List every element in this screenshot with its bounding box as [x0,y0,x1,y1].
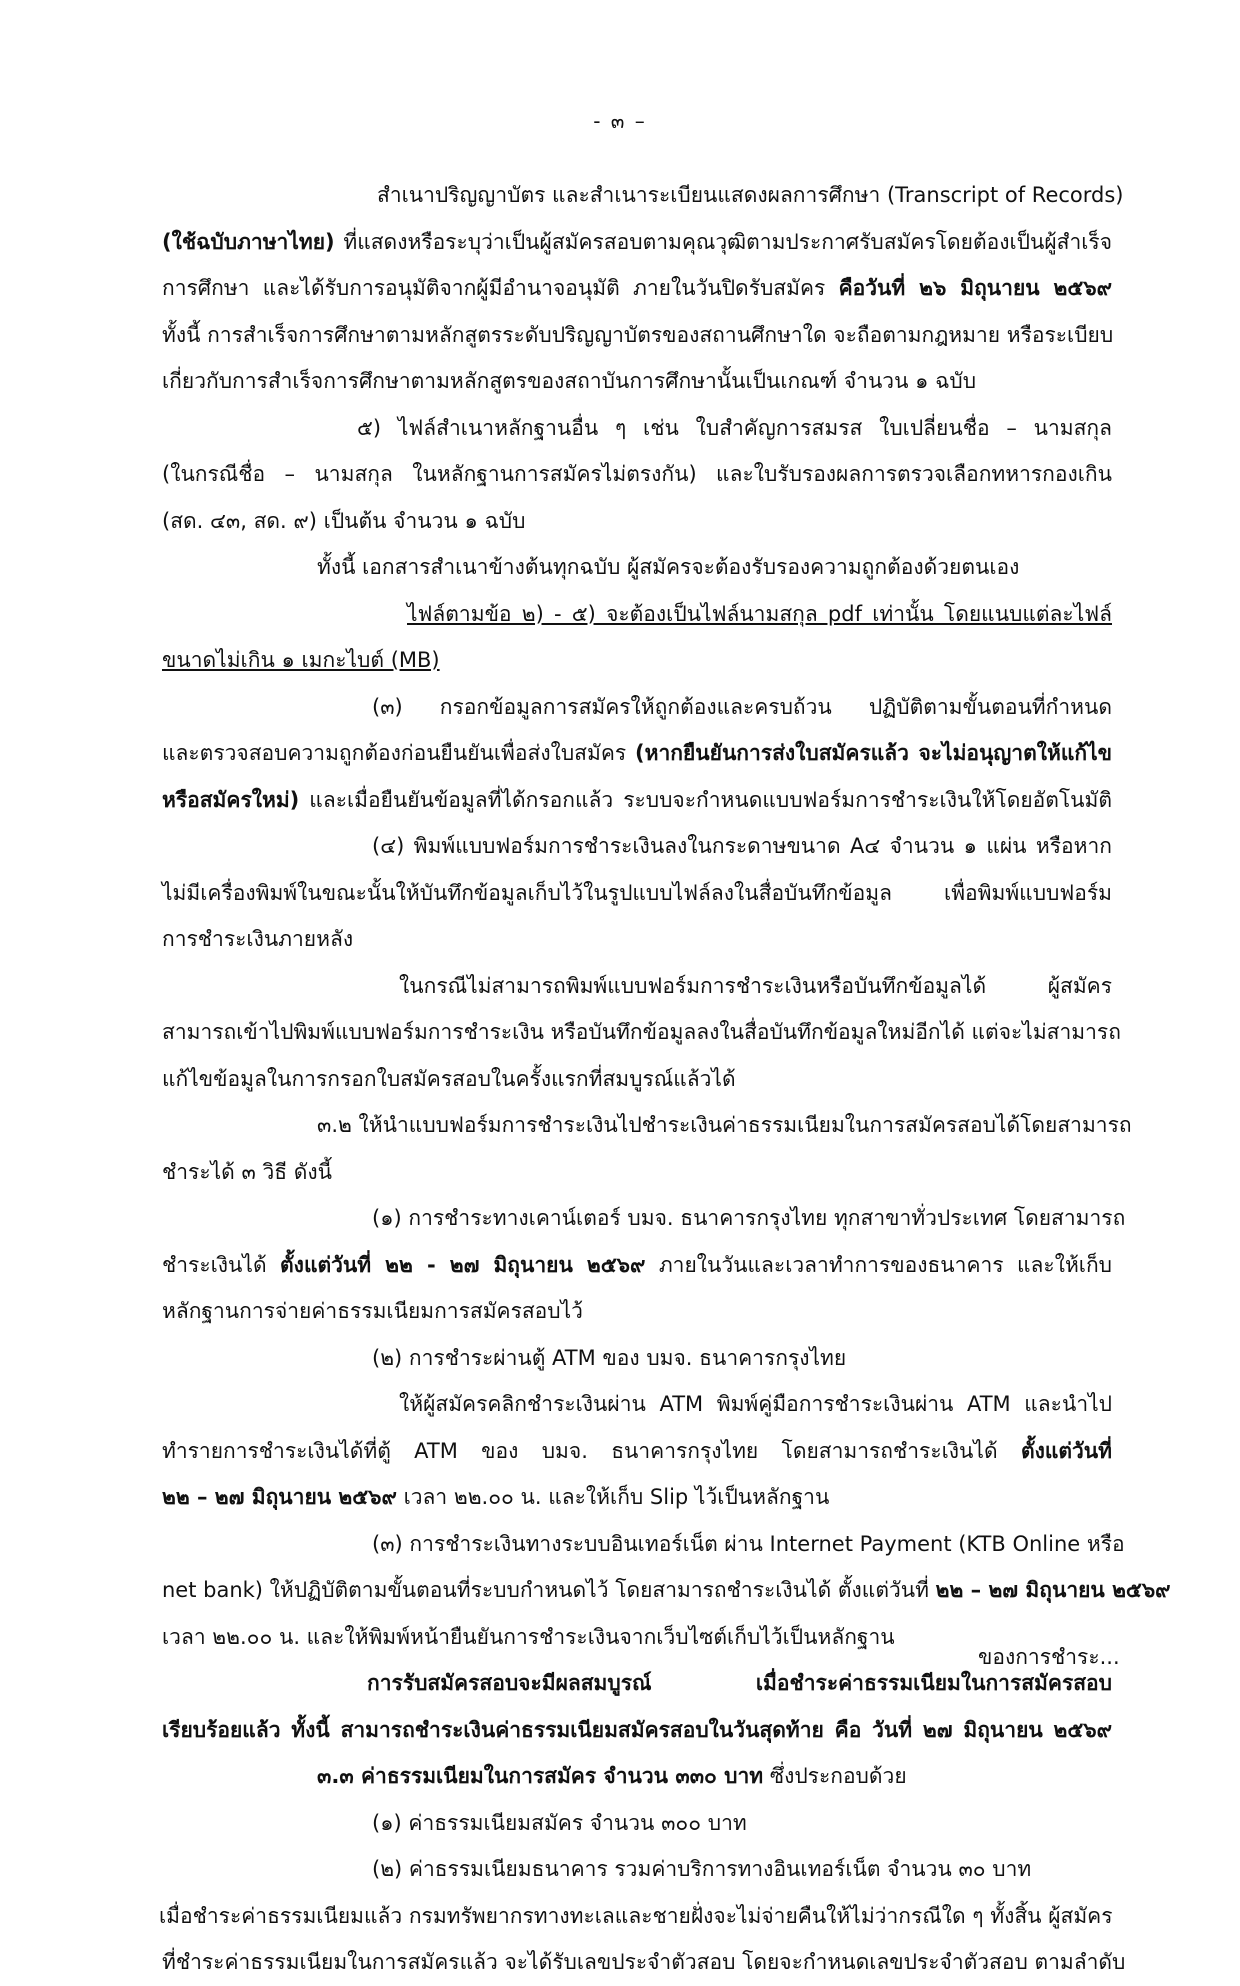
text-line: หลักฐานการจ่ายค่าธรรมเนียมการสมัครสอบไว้ [162,1299,583,1323]
text-line: (๑) การชำระทางเคาน์เตอร์ บมจ. ธนาคารกรุงไทย ทุกสาขาทั่วประเทศ โดยสามารถ [372,1206,1126,1230]
next-page-hint: ของการชำระ... [978,1645,1120,1669]
text-line: เกี่ยวกับการสำเร็จการศึกษาตามหลักสูตรของสถาบันการศึกษานั้นเป็นเกณฑ์ จำนวน ๑ ฉบับ [162,369,977,393]
text-line: ทั้งนี้ เอกสารสำเนาข้างต้นทุกฉบับ ผู้สมัครจะต้องรับรองความถูกต้องด้วยตนเอง [317,555,1020,579]
text-line: ให้ผู้สมัครคลิกชำระเงินผ่าน ATM พิมพ์คู่มือการชำระเงินผ่าน ATM และนำไป [399,1392,1112,1416]
text-line: เมื่อชำระค่าธรรมเนียมแล้ว กรมทรัพยากรทางทะเลและชายฝั่งจะไม่จ่ายคืนให้ไม่ว่ากรณีใด ๆ ทั้งสิ้น ผู้สมัคร [159,1903,1113,1928]
text-line: (๔) พิมพ์แบบฟอร์มการชำระเงินลงในกระดาษขนาด A๔ จำนวน ๑ แผ่น หรือหาก [372,834,1112,858]
text-line: การศึกษา และได้รับการอนุมัติจากผู้มีอำนาจอนุมัติ ภายในวันปิดรับสมัคร คือวันที่ ๒๖ มิถุนายน ๒๕๖๙ [162,276,1112,300]
section-heading: ๓.๓ ค่าธรรมเนียมในการสมัคร จำนวน ๓๓๐ บาท ซึ่งประกอบด้วย [317,1764,907,1788]
text-line: (๓) กรอกข้อมูลการสมัครให้ถูกต้องและครบถ้วน ปฏิบัติตามขั้นตอนที่กำหนด [372,694,1112,719]
text-line: (๒) การชำระผ่านตู้ ATM ของ บมจ. ธนาคารกรุงไทย [372,1345,847,1370]
text-line: และตรวจสอบความถูกต้องก่อนยืนยันเพื่อส่งใบสมัคร (หากยืนยันการส่งใบสมัครแล้ว จะไม่อนุญาตให้แก้ไข [162,741,1112,765]
text-line: แก้ไขข้อมูลในการกรอกใบสมัครสอบในครั้งแรกที่สมบูรณ์แล้วได้ [162,1066,736,1091]
list-item: (๑) ค่าธรรมเนียมสมัคร จำนวน ๓๐๐ บาท [372,1810,747,1835]
page-number: - ๓ – [593,109,647,133]
text-line: ๕) ไฟล์สำเนาหลักฐานอื่น ๆ เช่น ใบสำคัญการสมรส ใบเปลี่ยนชื่อ – นามสกุล [357,415,1112,440]
text-line: เวลา ๒๒.๐๐ น. และให้พิมพ์หน้ายืนยันการชำระเงินจากเว็บไซต์เก็บไว้เป็นหลักฐาน [162,1624,895,1649]
text-line: ที่ชำระค่าธรรมเนียมในการสมัครแล้ว จะได้รับเลขประจำตัวสอบ โดยจะกำหนดเลขประจำตัวสอบ ตามลำดับ [162,1950,1126,1974]
text-line: (ในกรณีชื่อ – นามสกุล ในหลักฐานการสมัครไม่ตรงกัน) และใบรับรองผลการตรวจเลือกทหารกองเกิน [162,462,1112,486]
text-line: ไม่มีเครื่องพิมพ์ในขณะนั้นให้บันทึกข้อมูลเก็บไว้ในรูปแบบไฟล์ลงในสื่อบันทึกข้อมูล เพื่อพิมพ์แบบฟอร์ม [162,880,1112,905]
text-line: ชำระเงินได้ ตั้งแต่วันที่ ๒๒ - ๒๗ มิถุนายน ๒๕๖๙ ภายในวันและเวลาทำการของธนาคาร และให้เก็บ [162,1252,1113,1277]
text-line: (ใช้ฉบับภาษาไทย) ที่แสดงหรือระบุว่าเป็นผู้สมัครสอบตามคุณวุฒิตามประกาศรับสมัครโดยต้องเป็นผู้สำเร็จ [162,229,1112,254]
text-line: (๓) การชำระเงินทางระบบอินเทอร์เน็ต ผ่าน Internet Payment (KTB Online หรือ [372,1531,1125,1556]
text-line: เรียบร้อยแล้ว ทั้งนี้ สามารถชำระเงินค่าธรรมเนียมสมัครสอบในวันสุดท้าย คือ วันที่ ๒๗ มิถุนายน ๒๕๖๙ [162,1717,1112,1742]
list-item: (๒) ค่าธรรมเนียมธนาคาร รวมค่าบริการทางอินเทอร์เน็ต จำนวน ๓๐ บาท [372,1857,1032,1881]
text-line: ชำระได้ ๓ วิธี ดังนี้ [162,1159,333,1184]
text-line: ในกรณีไม่สามารถพิมพ์แบบฟอร์มการชำระเงินหรือบันทึกข้อมูลได้ ผู้สมัคร [399,973,1112,998]
text-line: net bank) ให้ปฏิบัติตามขั้นตอนที่ระบบกำหนดไว้ โดยสามารถชำระเงินได้ ตั้งแต่วันที่ ๒๒ – ๒๗ มิถุนายน ๒๕๖๙ [162,1578,1171,1602]
section-heading: ๓.๒ ให้นำแบบฟอร์มการชำระเงินไปชำระเงินค่าธรรมเนียมในการสมัครสอบได้โดยสามารถ [317,1113,1132,1137]
text-line: สำเนาปริญญาบัตร และสำเนาระเบียนแสดงผลการศึกษา (Transcript of Records) [377,183,1124,207]
text-line: ทั้งนี้ การสำเร็จการศึกษาตามหลักสูตรระดับปริญญาบัตรของสถานศึกษาใด จะถือตามกฎหมาย หรือระเบียบ [162,322,1114,347]
text-line: ทำรายการชำระเงินได้ที่ตู้ ATM ของ บมจ. ธนาคารกรุงไทย โดยสามารถชำระเงินได้ ตั้งแต่วันที่ [162,1438,1112,1463]
text-line: ไฟล์ตามข้อ ๒) - ๕) จะต้องเป็นไฟล์นามสกุล pdf เท่านั้น โดยแนบแต่ละไฟล์ [407,601,1112,626]
text-line: ๒๒ – ๒๗ มิถุนายน ๒๕๖๙ เวลา ๒๒.๐๐ น. และให้เก็บ Slip ไว้เป็นหลักฐาน [162,1485,830,1509]
text-line: (สด. ๔๓, สด. ๙) เป็นต้น จำนวน ๑ ฉบับ [162,508,526,533]
text-line: การชำระเงินภายหลัง [162,927,354,951]
text-line: การรับสมัครสอบจะมีผลสมบูรณ์ เมื่อชำระค่าธรรมเนียมในการสมัครสอบ [367,1671,1112,1695]
text-line: ขนาดไม่เกิน ๑ เมกะไบต์ (MB) [162,648,440,672]
text-line: สามารถเข้าไปพิมพ์แบบฟอร์มการชำระเงิน หรือบันทึกข้อมูลลงในสื่อบันทึกข้อมูลใหม่อีกได้ แต่จะไม่สามารถ [162,1020,1121,1044]
text-line: หรือสมัครใหม่) และเมื่อยืนยันข้อมูลที่ได้กรอกแล้ว ระบบจะกำหนดแบบฟอร์มการชำระเงินให้โดยอัตโนมัติ [162,787,1112,812]
document-body [159,172,1171,1986]
